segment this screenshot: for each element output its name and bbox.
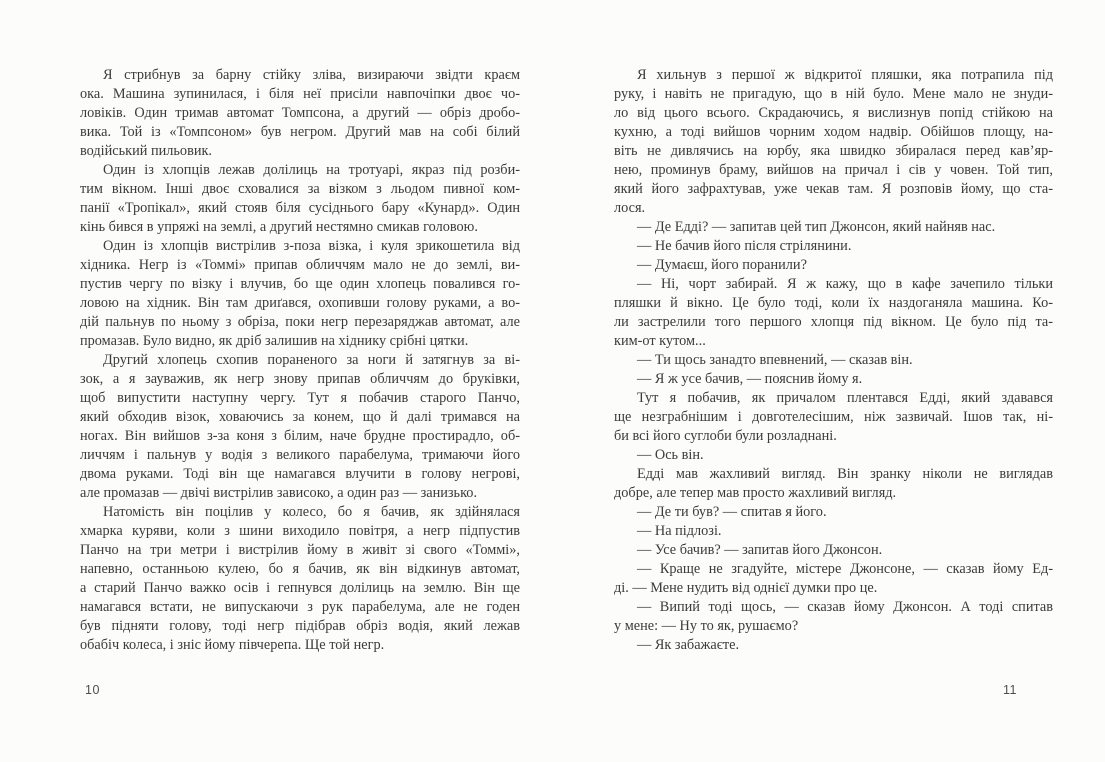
text-line: добре, але тепер мав просто жахливий вигляд. — [614, 485, 897, 501]
page-right — [614, 0, 1053, 762]
text-line: ло від цього всього. Скрадаючись, я вислизнув попід стійкою на — [614, 105, 1053, 121]
text-line: ловіків. Один тримав автомат Томпсона, а другий — обріз дробо- — [80, 105, 520, 121]
text-line: двома руками. Тоді він ще намагався влучити в голову негрові, — [80, 466, 520, 482]
page-left-text — [80, 66, 520, 655]
text-line: — На підлозі. — [637, 523, 722, 539]
text-line: — Де Едді? — запитав цей тип Джонсон, який найняв нас. — [637, 219, 996, 235]
text-line: у мене: — Ну то як, рушаємо? — [614, 618, 799, 634]
text-line: щоб випустити наступну чергу. Тут я побачив старого Панчо, — [80, 390, 520, 406]
text-line: Едді мав жахливий вигляд. Він зранку ніколи не виглядав — [637, 466, 1053, 482]
text-line: ногах. Він вийшов з-за коня з білим, наче брудне простирадло, об- — [80, 428, 520, 444]
text-line: личчям і пальнув у водія з великого парабелума, тримаючи його — [80, 447, 520, 463]
text-line: лося. — [614, 200, 646, 216]
text-line: хідника. Негр із «Томмі» припав обличчям мало не до землі, ви- — [80, 257, 520, 273]
text-line: віть не дивлячись на юрбу, яка швидко збиралася перед кав’яр- — [614, 143, 1053, 159]
text-line: Я хильнув з першої ж відкритої пляшки, яка потрапила під — [637, 67, 1053, 83]
text-line: нею, проминув браму, вийшов на причал і сів у човен. Той тип, — [614, 162, 1053, 178]
text-line: хмарка куряви, коли з шини виходило повітря, а негр підпустив — [80, 523, 520, 539]
text-line: руку, і навіть не пригадую, що в ній було. Мене мало не знуди- — [614, 86, 1053, 102]
text-line: тим вікном. Інші двоє сховалися за візком з льодом пивної ком- — [80, 181, 520, 197]
page-number-left: 10 — [85, 683, 100, 697]
text-line: — Краще не згадуйте, містере Джонсоне, — сказав йому Ед- — [637, 561, 1053, 577]
text-line: а старий Панчо важко осів і гепнувся долілиць на землю. Він ще — [80, 580, 520, 596]
text-line: Панчо на три метри і вистрілив йому в живіт зі свого «Томмі», — [80, 542, 520, 558]
text-line: який обходив візок, ховаючись за конем, що й далі тримався на — [80, 409, 520, 425]
text-line: Я стрибнув за барну стійку зліва, визираючи звідти краєм — [103, 67, 520, 83]
text-line: ловою на хідник. Він там дриґався, охопивши голову руками, а во- — [80, 295, 520, 311]
text-line: кухню, а тоді вийшов чорним ходом надвір. Обійшов площу, на- — [614, 124, 1053, 140]
text-line: — Я ж усе бачив, — пояснив йому я. — [637, 371, 863, 387]
text-line: ким-от кутом... — [614, 333, 706, 349]
text-line: — Думаєш, його поранили? — [637, 257, 807, 273]
text-line: ока. Машина зупинилася, і біля неї присіли навпочіпки двоє чо- — [80, 86, 520, 102]
text-line: — Ні, чорт забирай. Я ж кажу, що в кафе зачепило тільки — [637, 276, 1053, 292]
text-line: кінь бився в упряжі на землі, а другий нестямно смикав головою. — [80, 219, 478, 235]
text-line: пустив чергу по візку і влучив, бо ще один хлопець повалився го- — [80, 276, 520, 292]
text-line: — Не бачив його після стрілянини. — [637, 238, 852, 254]
text-line: був підняти голову, тоді негр підібрав обріз водія, який лежав — [80, 618, 520, 634]
page-left — [80, 0, 520, 762]
text-line: але промазав — двічі вистрілив зависоко, а один раз — занизько. — [80, 485, 478, 501]
text-line: намагався встати, не випускаючи з рук парабелума, але не годен — [80, 599, 520, 615]
text-line: вика. Той із «Томпсоном» був негром. Другий мав на собі білий — [80, 124, 520, 140]
text-line: обабіч колеса, і зніс йому півчерепа. Ще той негр. — [80, 637, 385, 653]
text-line: зок, а я зауважив, як негр знову припав обличчям до бруківки, — [80, 371, 520, 387]
text-line: водійський пильовик. — [80, 143, 213, 159]
page-number-right: 11 — [1003, 683, 1017, 697]
text-line: Один із хлопців вистрілив з-поза візка, і куля зрикошетила від — [103, 238, 520, 254]
text-line: ді. — Мене нудить від однієї думки про це. — [614, 580, 878, 596]
text-line: — Випий тоді щось, — сказав йому Джонсон. А тоді спитав — [637, 599, 1053, 615]
text-line: напевно, останньою кулею, бо я бачив, як він відкинув автомат, — [80, 561, 520, 577]
text-line: Натомість він поцілив у колесо, бо я бачив, як здійнялася — [103, 504, 520, 520]
text-line: пляшки й вікно. Це було тоді, коли їх наздоганяла машина. Ко- — [614, 295, 1053, 311]
text-line: ли застрелили того першого хлопця під вікном. Це було під та- — [614, 314, 1053, 330]
text-line: — Ось він. — [637, 447, 704, 463]
text-line: — Ти щось занадто впевнений, — сказав він. — [637, 352, 913, 368]
text-line: панії «Тропікал», який стояв біля сусіднього бару «Кунард». Один — [80, 200, 520, 216]
text-line: — Де ти був? — спитав я його. — [637, 504, 827, 520]
text-line: ще незграбнішим і довготелесішим, ніж зазвичай. Ішов так, ні- — [614, 409, 1053, 425]
text-line: би всі його суглоби були розладнані. — [614, 428, 837, 444]
text-line: дій пальнув по ньому з обріза, поки негр перезаряджав автомат, але — [80, 314, 520, 330]
text-line: Тут я побачив, як причалом плентався Едді, який здавався — [637, 390, 1053, 406]
text-line: Другий хлопець схопив пораненого за ноги й затягнув за ві- — [103, 352, 520, 368]
text-line: який його зафрахтував, уже чекав там. Я розповів йому, що ста- — [614, 181, 1053, 197]
text-line: промазав. Було видно, як дріб залишив на хіднику срібні цятки. — [80, 333, 469, 349]
text-line: — Як забажаєте. — [637, 637, 740, 653]
page-right-text — [614, 66, 1053, 655]
text-line: Один із хлопців лежав долілиць на тротуарі, якраз під розби- — [103, 162, 520, 178]
text-line: — Усе бачив? — запитав його Джонсон. — [637, 542, 883, 558]
